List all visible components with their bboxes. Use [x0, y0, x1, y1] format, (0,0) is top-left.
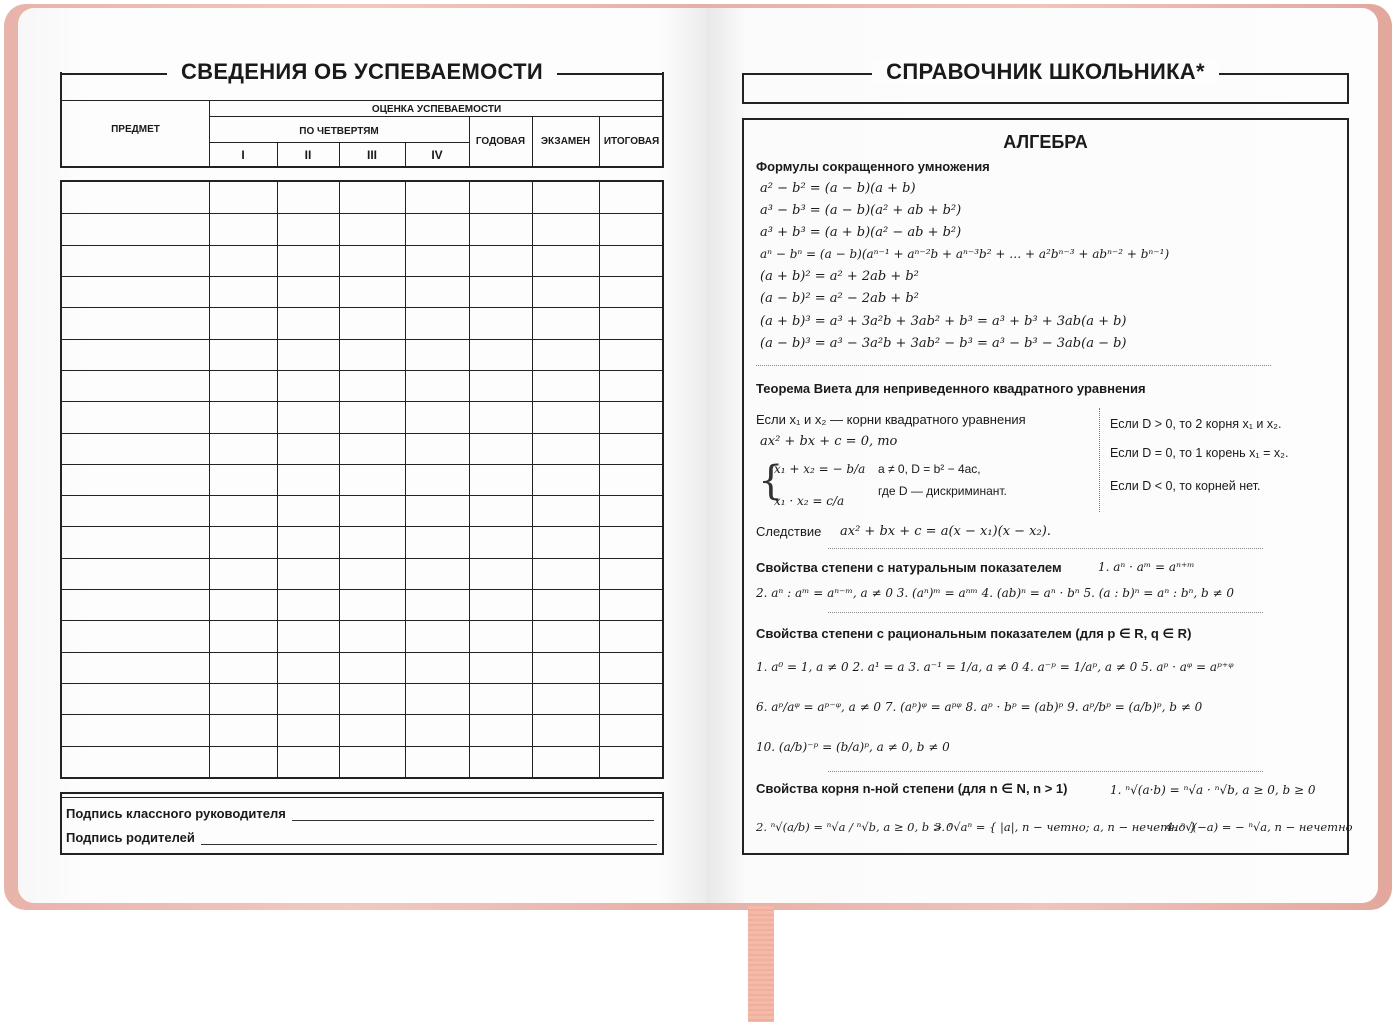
abbrev-formula-7: (a + b)³ = a³ + 3a²b + 3ab² + b³ = a³ + b³ + 3ab(a + b)	[760, 314, 1127, 329]
root-property-3: 3. ⁿ√aⁿ = { |a|, n − четно; a, n − нечетно }	[934, 820, 1197, 834]
vieta-sum: x₁ + x₂ = − b/a	[774, 462, 866, 476]
teacher-signature-row: Подпись классного руководителя	[66, 806, 654, 821]
root-property-1: 1. ⁿ√(a·b) = ⁿ√a · ⁿ√b, a ≥ 0, b ≥ 0	[1110, 783, 1316, 797]
abbrev-formula-6: (a − b)² = a² − 2ab + b²	[760, 291, 919, 306]
grid-row-line	[62, 401, 662, 402]
grid-column-line	[209, 182, 210, 777]
subject-header: ПРЕДМЕТ	[111, 124, 160, 135]
abbrev-formula-2: a³ − b³ = (a − b)(a² + ab + b²)	[760, 203, 962, 218]
algebra-reference-box	[742, 118, 1353, 855]
vieta-product: x₁ · x₂ = c/a	[774, 494, 845, 508]
rational-power-title: Свойства степени с рациональным показателем (для p ∈ R, q ∈ R)	[756, 626, 1192, 641]
grid-column-line	[405, 182, 406, 777]
exam-header: ЭКЗАМЕН	[540, 136, 591, 147]
grid-column-line	[277, 182, 278, 777]
vieta-title: Теорема Виета для неприведенного квадратного уравнения	[756, 381, 1146, 396]
vieta-brace-icon: {	[758, 458, 784, 504]
corollary-formula: ax² + bx + c = a(x − x₁)(x − x₂).	[840, 524, 1051, 539]
grid-column-line	[599, 182, 600, 777]
annual-header: ГОДОВАЯ	[475, 136, 526, 147]
reference-title-box	[742, 74, 1349, 104]
grid-row-line	[62, 683, 662, 684]
root-property-2: 2. ⁿ√(a/b) = ⁿ√a / ⁿ√b, a ≥ 0, b > 0	[756, 820, 954, 834]
abbrev-formula-4: aⁿ − bⁿ = (a − b)(aⁿ⁻¹ + aⁿ⁻²b + aⁿ⁻³b² + … + a²bⁿ⁻³ + abⁿ⁻² + bⁿ⁻¹)	[760, 247, 1170, 261]
vieta-case-1: Если D > 0, то 2 корня x₁ и x₂.	[1110, 417, 1282, 431]
natural-power-rules: 2. aⁿ : aᵐ = aⁿ⁻ᵐ, a ≠ 0 3. (aⁿ)ᵐ = aⁿᵐ 4. (ab)ⁿ = aⁿ · bⁿ 5. (a : b)ⁿ = aⁿ : bⁿ, b ≠ 0	[756, 586, 1235, 600]
grid-row-line	[62, 276, 662, 277]
abbrev-formula-8: (a − b)³ = a³ − 3a²b + 3ab² − b³ = a³ − b³ − 3ab(a − b)	[760, 336, 1127, 351]
rational-power-line-1: 1. a⁰ = 1, a ≠ 0 2. a¹ = a 3. a⁻¹ = 1/a, a ≠ 0 4. a⁻ᵖ = 1/aᵖ, a ≠ 0 5. aᵖ · aᵠ = aᵖ⁺ᵠ	[756, 660, 1234, 674]
root-property-4: 4. ⁿ√(−a) = − ⁿ√a, n − нечетно	[1166, 820, 1353, 834]
grid-row-line	[62, 245, 662, 246]
grid-row-line	[62, 495, 662, 496]
reference-title: СПРАВОЧНИК ШКОЛЬНИКА*	[742, 59, 1349, 85]
natural-power-title: Свойства степени с натуральным показателем	[756, 560, 1062, 575]
vieta-line-1: Если x₁ и x₂ — корни квадратного уравнения	[756, 412, 1026, 427]
grid-row-line	[62, 370, 662, 371]
grid-row-line	[62, 339, 662, 340]
signature-box	[60, 792, 664, 855]
root-properties-title: Свойства корня n-ной степени (для n ∈ N, n > 1)	[756, 781, 1068, 796]
vieta-case-3: Если D < 0, то корней нет.	[1110, 479, 1261, 493]
grades-title: СВЕДЕНИЯ ОБ УСПЕВАЕМОСТИ	[60, 59, 664, 85]
final-header: ИТОГОВАЯ	[603, 136, 660, 147]
abbrev-formula-1: a² − b² = (a − b)(a + b)	[760, 181, 916, 196]
parent-signature-line[interactable]	[201, 834, 657, 845]
grid-row-line	[62, 652, 662, 653]
algebra-heading: АЛГЕБРА	[1003, 132, 1088, 152]
quarter-2: II	[304, 148, 312, 162]
quarter-4: IV	[431, 148, 443, 162]
quarter-3: III	[366, 148, 377, 162]
rational-power-line-3: 10. (a/b)⁻ᵖ = (b/a)ᵖ, a ≠ 0, b ≠ 0	[756, 740, 950, 754]
corollary-label: Следствие	[756, 524, 822, 539]
grid-row-line	[62, 589, 662, 590]
grid-row-line	[62, 526, 662, 527]
quarter-1: I	[241, 148, 245, 162]
grade-header: ОЦЕНКА УСПЕВАЕМОСТИ	[371, 104, 502, 115]
parent-signature-row: Подпись родителей	[66, 830, 657, 845]
grid-row-line	[62, 558, 662, 559]
bookmark-ribbon[interactable]	[748, 906, 774, 1022]
grid-row-line	[62, 433, 662, 434]
grid-column-line	[469, 182, 470, 777]
grid-column-line	[339, 182, 340, 777]
grid-row-line	[62, 464, 662, 465]
grid-row-line	[62, 307, 662, 308]
abbrev-formula-5: (a + b)² = a² + 2ab + b²	[760, 269, 919, 284]
grades-table-body[interactable]	[60, 180, 664, 779]
vieta-discriminant: где D — дискриминант.	[878, 484, 1007, 498]
vieta-case-2: Если D = 0, то 1 корень x₁ = x₂.	[1110, 446, 1289, 460]
grid-row-line	[62, 746, 662, 747]
grades-table-header	[60, 72, 664, 168]
grid-row-line	[62, 213, 662, 214]
vieta-condition: a ≠ 0, D = b² − 4ac,	[878, 462, 981, 476]
quarters-header: ПО ЧЕТВЕРТЯМ	[299, 126, 379, 137]
abbrev-mult-title: Формулы сокращенного умножения	[756, 159, 990, 174]
abbrev-formula-3: a³ + b³ = (a + b)(a² − ab + b²)	[760, 225, 962, 240]
teacher-signature-line[interactable]	[292, 810, 654, 821]
grid-row-line	[62, 620, 662, 621]
rational-power-line-2: 6. aᵖ/aᵠ = aᵖ⁻ᵠ, a ≠ 0 7. (aᵖ)ᵠ = aᵖᵠ 8. aᵖ · bᵖ = (ab)ᵖ 9. aᵖ/bᵖ = (a/b)ᵖ, b ≠ 0	[756, 700, 1203, 714]
vieta-line-2: ax² + bx + c = 0, то	[760, 434, 898, 449]
grid-row-line	[62, 714, 662, 715]
natural-power-1: 1. aⁿ · aᵐ = aⁿ⁺ᵐ	[1098, 560, 1195, 574]
grid-column-line	[532, 182, 533, 777]
